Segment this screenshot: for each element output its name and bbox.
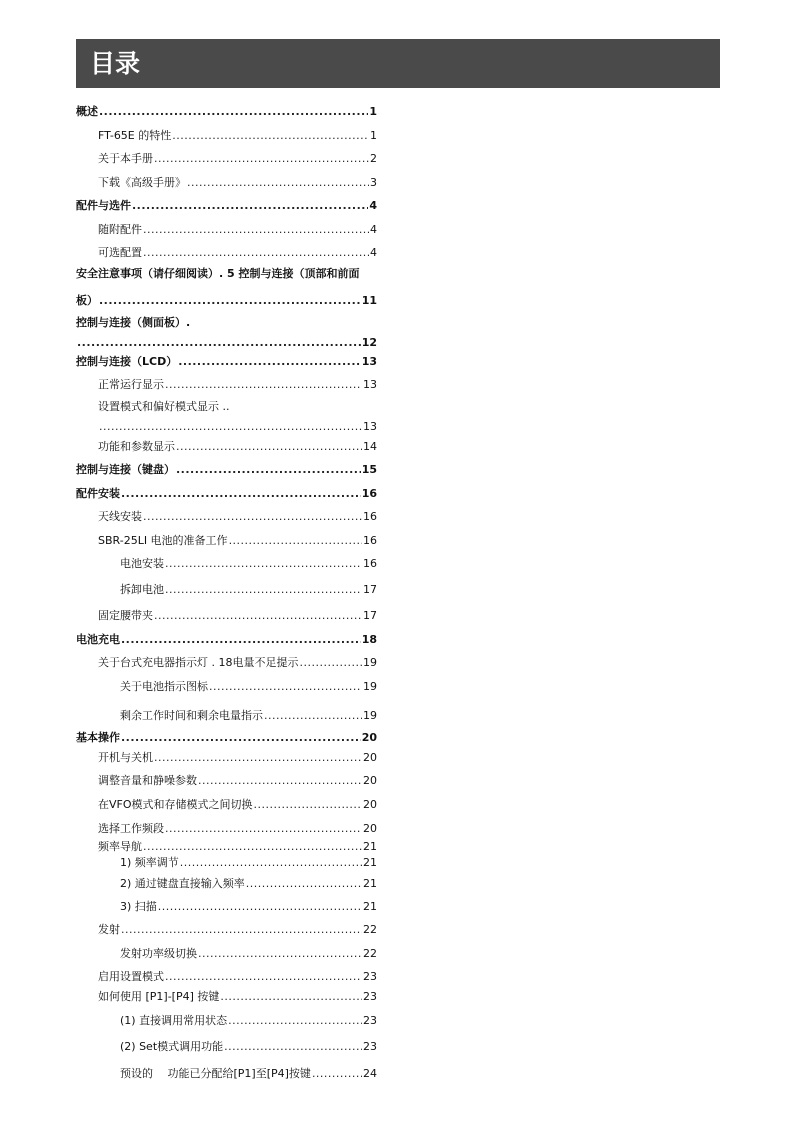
toc-entry-label: 发射功率级切换 bbox=[120, 947, 197, 960]
toc-entry[interactable] bbox=[98, 772, 377, 788]
toc-entry-label: 概述 bbox=[76, 105, 98, 118]
toc-entry-label: 天线安装 bbox=[98, 510, 142, 523]
toc-entry-label: 关于电池指示图标 bbox=[120, 680, 208, 693]
dot-leader bbox=[99, 420, 362, 434]
dot-leader bbox=[220, 990, 362, 1004]
toc-entry[interactable] bbox=[98, 438, 377, 454]
toc-entry-label: 正常运行显示 bbox=[98, 378, 164, 391]
toc-entry[interactable] bbox=[76, 334, 377, 350]
dot-leader bbox=[264, 709, 362, 723]
dot-leader bbox=[121, 731, 361, 745]
dot-leader bbox=[254, 798, 362, 812]
toc-page-number: 18 bbox=[361, 633, 377, 646]
toc-page-number: 13 bbox=[363, 420, 377, 433]
toc-entry[interactable] bbox=[98, 221, 377, 237]
toc-page-number: 23 bbox=[363, 1014, 377, 1027]
toc-entry-label: (2) Set模式调用功能 bbox=[120, 1040, 224, 1053]
toc-page-number: 12 bbox=[361, 336, 377, 349]
toc-entry-label: 发射 bbox=[98, 923, 120, 936]
dot-leader bbox=[121, 487, 361, 501]
toc-entry-label: 固定腰带夹 bbox=[98, 609, 153, 622]
dot-leader bbox=[176, 440, 362, 454]
dot-leader bbox=[224, 1040, 362, 1054]
toc-page-number: 17 bbox=[363, 609, 377, 622]
toc-page-number: 2 bbox=[370, 152, 377, 165]
toc-entry-label: 频率导航 bbox=[98, 840, 142, 853]
toc-page-number: 14 bbox=[363, 440, 377, 453]
dot-leader bbox=[165, 583, 362, 597]
toc-entry[interactable] bbox=[98, 150, 377, 166]
toc-entry-label: 在VFO模式和存储模式之间切换 bbox=[98, 798, 253, 811]
toc-page-number: 17 bbox=[363, 583, 377, 596]
dot-leader bbox=[158, 900, 362, 914]
dot-leader bbox=[165, 557, 362, 571]
toc-page-number: 16 bbox=[363, 510, 377, 523]
toc-page-number: 22 bbox=[363, 923, 377, 936]
dot-leader bbox=[300, 656, 363, 670]
toc-entry-label: 配件安装 bbox=[76, 487, 120, 500]
toc-entry[interactable] bbox=[98, 654, 377, 670]
dot-leader bbox=[228, 1014, 362, 1028]
toc-page-number: 19 bbox=[363, 656, 377, 669]
toc-entry[interactable] bbox=[76, 729, 377, 745]
toc-entry-label: 如何使用 [P1]-[P4] 按键 bbox=[98, 990, 220, 1003]
toc-entry-label: 功能和参数显示 bbox=[98, 440, 175, 453]
toc-entry-label: 调整音量和静噪参数 bbox=[98, 774, 197, 787]
toc-entry[interactable] bbox=[98, 418, 377, 434]
dot-leader bbox=[209, 680, 362, 694]
toc-entry[interactable] bbox=[120, 678, 377, 694]
toc-entry-label: 可选配置 bbox=[98, 246, 142, 259]
dot-leader bbox=[176, 463, 361, 477]
toc-entry-label: SBR-25LI 电池的准备工作 bbox=[98, 534, 228, 547]
toc-entry-label: 关于本手册 bbox=[98, 152, 153, 165]
toc-page-number: 16 bbox=[363, 534, 377, 547]
toc-entry-label: 启用设置模式 bbox=[98, 970, 164, 983]
toc-entry[interactable] bbox=[76, 292, 377, 308]
toc-entry[interactable] bbox=[120, 1065, 377, 1081]
dot-leader bbox=[121, 633, 361, 647]
dot-leader bbox=[165, 378, 362, 392]
toc-page-number: 19 bbox=[363, 680, 377, 693]
dot-leader bbox=[121, 923, 362, 937]
toc-page-number: 22 bbox=[363, 947, 377, 960]
dot-leader bbox=[99, 105, 368, 119]
toc-page-number: 24 bbox=[363, 1067, 377, 1080]
toc-entry[interactable] bbox=[98, 532, 377, 548]
toc-entry[interactable] bbox=[98, 968, 377, 984]
dot-leader bbox=[165, 970, 362, 984]
toc-entry[interactable] bbox=[120, 898, 377, 914]
toc-page-number: 21 bbox=[363, 856, 377, 869]
toc-page-number: 23 bbox=[363, 970, 377, 983]
dot-leader bbox=[187, 176, 369, 190]
toc-entry[interactable] bbox=[120, 945, 377, 961]
toc-entry[interactable] bbox=[76, 631, 377, 647]
toc-entry[interactable] bbox=[76, 485, 377, 501]
toc-page-number: 20 bbox=[363, 822, 377, 835]
toc-entry-label: 基本操作 bbox=[76, 731, 120, 744]
toc-page-number: 4 bbox=[370, 246, 377, 259]
dot-leader bbox=[246, 877, 362, 891]
toc-entry[interactable] bbox=[98, 988, 377, 1004]
toc-entry[interactable] bbox=[98, 244, 377, 260]
toc-page-number: 20 bbox=[361, 731, 377, 744]
toc-entry[interactable] bbox=[120, 581, 377, 597]
toc-page-number: 23 bbox=[363, 1040, 377, 1053]
toc-page-number: 20 bbox=[363, 798, 377, 811]
dot-leader bbox=[143, 246, 369, 260]
toc-entry-label: 控制与连接（侧面板）. bbox=[76, 316, 191, 329]
dot-leader bbox=[77, 336, 361, 350]
dot-leader bbox=[312, 1067, 362, 1081]
toc-page-number: 21 bbox=[363, 877, 377, 890]
toc-entry-label: 安全注意事项（请仔细阅读）. 5 控制与连接（顶部和前面 bbox=[76, 267, 360, 280]
dot-leader bbox=[198, 947, 362, 961]
toc-entry-label: 剩余工作时间和剩余电量指示 bbox=[120, 709, 263, 722]
toc-page-number: 1 bbox=[370, 129, 377, 142]
toc-entry-label: 控制与连接（键盘） bbox=[76, 463, 175, 476]
dot-leader bbox=[178, 355, 360, 369]
dot-leader bbox=[143, 223, 369, 237]
toc-entry[interactable] bbox=[76, 103, 377, 119]
toc-entry-label: 预设的 功能已分配给[P1]至[P4]按键 bbox=[120, 1067, 311, 1080]
toc-page-number: 21 bbox=[363, 900, 377, 913]
toc-entry[interactable] bbox=[98, 749, 377, 765]
toc-entry[interactable] bbox=[98, 796, 377, 812]
dot-leader bbox=[132, 199, 368, 213]
toc-entry-label: 设置模式和偏好模式显示 .. bbox=[98, 400, 230, 413]
toc-page-number: 11 bbox=[361, 294, 377, 307]
toc-entry-label: 开机与关机 bbox=[98, 751, 153, 764]
dot-leader bbox=[99, 294, 361, 308]
dot-leader bbox=[154, 751, 362, 765]
toc-entry[interactable] bbox=[120, 1012, 377, 1028]
toc-entry[interactable] bbox=[120, 854, 377, 870]
toc-entry[interactable] bbox=[120, 875, 377, 891]
toc-entry-label: 3) 扫描 bbox=[120, 900, 157, 913]
toc-entry-label: FT-65E 的特性 bbox=[98, 129, 172, 142]
toc-entry[interactable] bbox=[120, 707, 377, 723]
toc-entry[interactable] bbox=[76, 197, 377, 213]
toc-entry-label: 配件与选件 bbox=[76, 199, 131, 212]
toc-entry-label: 选择工作频段 bbox=[98, 822, 164, 835]
dot-leader bbox=[165, 822, 362, 836]
toc-entry[interactable] bbox=[76, 353, 377, 369]
toc-entry[interactable] bbox=[120, 555, 377, 571]
dot-leader bbox=[154, 609, 362, 623]
dot-leader bbox=[143, 840, 362, 854]
dot-leader bbox=[180, 856, 362, 870]
toc-entry[interactable] bbox=[98, 921, 377, 937]
toc-page-number: 23 bbox=[363, 990, 377, 1003]
toc-entry-label: 控制与连接（LCD） bbox=[76, 355, 178, 368]
toc-page-number: 13 bbox=[363, 378, 377, 391]
dot-leader bbox=[172, 129, 369, 143]
toc-entry-label: 电池充电 bbox=[76, 633, 120, 646]
toc-entry[interactable] bbox=[98, 127, 377, 143]
toc-entry-label: 板） bbox=[76, 294, 98, 307]
toc-entry[interactable] bbox=[98, 607, 377, 623]
toc-entry-label: 关于台式充电器指示灯 . 18电量不足提示 bbox=[98, 656, 299, 669]
toc-page-number: 21 bbox=[363, 840, 377, 853]
toc-page-number: 3 bbox=[370, 176, 377, 189]
toc-entry[interactable] bbox=[120, 1038, 377, 1054]
dot-leader bbox=[143, 510, 362, 524]
toc-page-number: 13 bbox=[361, 355, 377, 368]
toc-page-number: 4 bbox=[370, 223, 377, 236]
toc-entry[interactable] bbox=[76, 461, 377, 477]
toc-entry[interactable] bbox=[98, 820, 377, 836]
toc-page-number: 20 bbox=[363, 774, 377, 787]
toc-entry-label: 随附配件 bbox=[98, 223, 142, 236]
toc-entry-label: 2) 通过键盘直接输入频率 bbox=[120, 877, 245, 890]
toc-entry[interactable] bbox=[98, 838, 377, 854]
toc-page-number: 20 bbox=[363, 751, 377, 764]
dot-leader bbox=[198, 774, 362, 788]
toc-title: 目录 bbox=[90, 49, 141, 78]
toc-entry[interactable] bbox=[98, 376, 377, 392]
toc-page-number: 16 bbox=[363, 557, 377, 570]
toc-entry-label: (1) 直接调用常用状态 bbox=[120, 1014, 228, 1027]
dot-leader bbox=[229, 534, 362, 548]
toc-page-number: 16 bbox=[361, 487, 377, 500]
toc-page-number: 19 bbox=[363, 709, 377, 722]
toc-entry-label: 拆卸电池 bbox=[120, 583, 164, 596]
toc-entry-label: 1) 频率调节 bbox=[120, 856, 179, 869]
toc-entry-label: 电池安装 bbox=[120, 557, 164, 570]
toc-entry-label: 下载《高级手册》 bbox=[98, 176, 186, 189]
toc-page-number: 1 bbox=[369, 105, 377, 118]
toc-page-number: 15 bbox=[361, 463, 377, 476]
toc-entry[interactable] bbox=[98, 174, 377, 190]
toc-page-number: 4 bbox=[369, 199, 377, 212]
toc-entry[interactable] bbox=[98, 508, 377, 524]
dot-leader bbox=[154, 152, 369, 166]
